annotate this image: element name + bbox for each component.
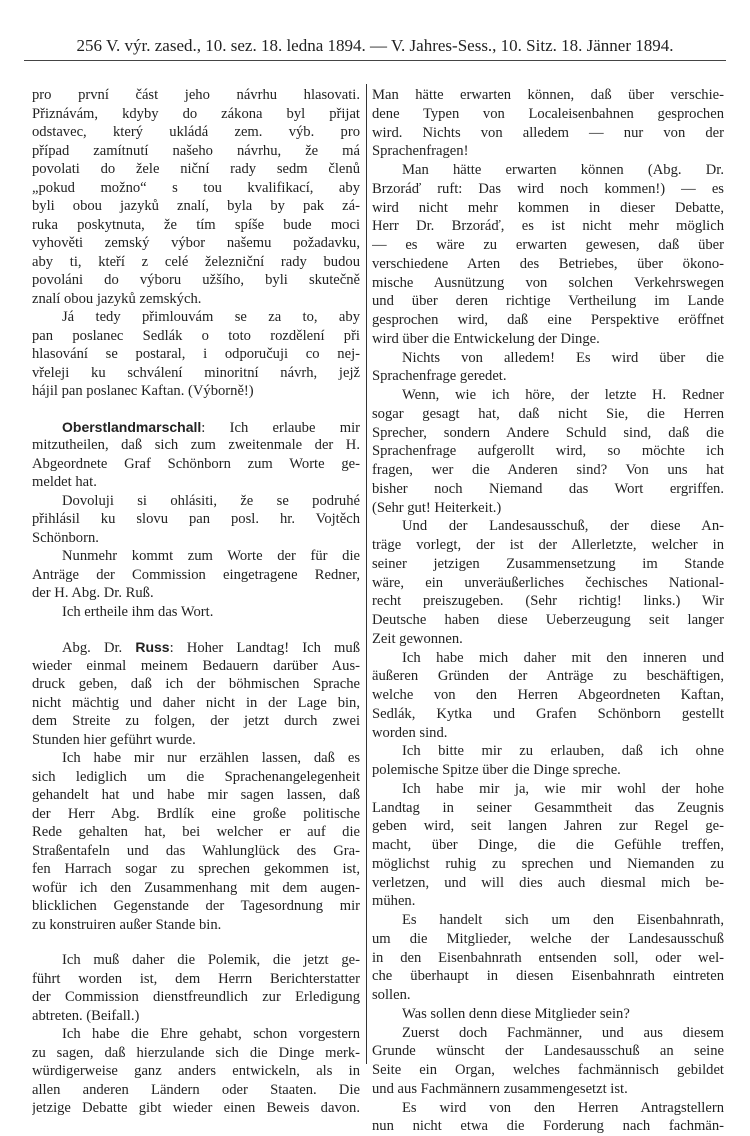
text-line: povolati do žele niční rady sedm členů [32, 160, 360, 179]
text-line: möglichst ruhig zu sprechen und Niemanden zu [372, 855, 724, 874]
text-line: Nunmehr kommt zum Worte der für die [32, 547, 360, 566]
text-line: fragen, wer die Anderen sind? Von uns hat [372, 461, 724, 480]
text-line: Sprachenfrage geredet. [372, 367, 724, 386]
text-line: allen anderen Ländern oder Staaten. Die [32, 1081, 360, 1100]
paragraph [32, 603, 360, 622]
text-line: Man hätte erwarten können (Abg. Dr. [372, 161, 724, 180]
text-line: abtreten. (Beifall.) [32, 1007, 360, 1026]
text-line: Es handelt sich um den Eisenbahnrath, [372, 911, 724, 930]
text-line: Schönborn. [32, 529, 360, 548]
text-line: zu sagen, daß hierzulande sich die Dinge merk- [32, 1044, 360, 1063]
left-column-czech-german [32, 86, 360, 1118]
text-line: der Herr Abg. Brdlík eine große politische [32, 805, 360, 824]
text-line: mühen. [372, 892, 724, 911]
text-line: dene Typen von Localeisenbahnen gesprochen [372, 105, 724, 124]
right-column-german [372, 86, 724, 1136]
text-line: jetzige Debatte gibt wieder einen Beweis davon. [32, 1099, 360, 1118]
text-line: Ich habe mich daher mit den inneren und [372, 649, 724, 668]
text-line: macht, über Dinge, die die Gefühle treffen, [372, 836, 724, 855]
text-line: Straßentafeln und das Wahlunglück des Gra- [32, 842, 360, 861]
line-text: : Hoher Landtag! Ich muß [170, 640, 360, 656]
text-line: fen Harrach sogar zu sprechen gekommen ist, [32, 860, 360, 879]
speaker-title: Abg. Dr. [62, 640, 135, 656]
line-text: : Ich erlaube mir [201, 420, 360, 436]
speaker-paragraph [32, 638, 360, 749]
paragraph [372, 1099, 724, 1136]
text-line: Seite ein Organ, welches fachmännisch gebildet [372, 1061, 724, 1080]
text-line: welche von den Herren Abgeordneten Kaftan, [372, 686, 724, 705]
text-line: träge vorlegt, der ist der Allerletzte, welcher in [372, 536, 724, 555]
paragraph [372, 649, 724, 743]
text-line: Ich habe die Ehre gehabt, schon vorgestern [32, 1025, 360, 1044]
text-line: nun nicht etwa die Forderung nach fachmän- [372, 1117, 724, 1136]
text-line: seiner jetzigen Zusammensetzung im Stande [372, 555, 724, 574]
text-line: meldet hat. [32, 473, 360, 492]
text-line: sogar gesagt hat, daß nicht Sie, die Herren [372, 405, 724, 424]
text-line: der H. Abg. Dr. Ruß. [32, 584, 360, 603]
text-line: mische Ausnützung von solchen Verkehrswegen [372, 274, 724, 293]
text-line: Herr Dr. Brzoráď, es ist nicht mehr möglich [372, 217, 724, 236]
text-line: wofür ich den Zusammenhang mit dem augen- [32, 879, 360, 898]
paragraph [32, 951, 360, 1025]
paragraph [372, 742, 724, 780]
speaker-paragraph [32, 418, 360, 492]
text-line: wird über die Entwickelung der Dinge. [372, 330, 724, 349]
text-line: Ich bitte mir zu erlauben, daß ich ohne [372, 742, 724, 761]
text-line: Ich habe mir nur erzählen lassen, daß es [32, 749, 360, 768]
text-line: sich lediglich um die Sprachenangelegenheit [32, 768, 360, 787]
paragraph [32, 547, 360, 603]
paragraph [32, 308, 360, 401]
paragraph [372, 386, 724, 517]
paragraph [372, 780, 724, 911]
text-line: případ zamítnutí našeho návrhu, že má [32, 142, 360, 161]
paragraph [32, 86, 360, 308]
text-line: Abgeordnete Graf Schönborn zum Worte ge- [32, 455, 360, 474]
text-line: vyhověti zemský výbor našemu požadavku, [32, 234, 360, 253]
text-line: um die Mitglieder, welche der Landesausschuß [372, 930, 724, 949]
text-line: — es wäre zu erwarten gewesen, daß über [372, 236, 724, 255]
text-line: pan poslanec Sedlák o toto rozdělení při [32, 327, 360, 346]
text-line: Přiznávám, kdyby do zákona byl přijat [32, 105, 360, 124]
text-line: wäre, ein unveräußerliches čechisches National- [372, 574, 724, 593]
text-line: Sedlák, Kytka und Grafen Schönborn gestellt [372, 705, 724, 724]
paragraph [372, 86, 724, 161]
text-line: nicht mächtig und daher nicht in der Lage bin, [32, 694, 360, 713]
text-line: der Commission dienstfreundlich zur Erledigung [32, 988, 360, 1007]
text-line: polemische Spitze über die Dinge spreche. [372, 761, 724, 780]
text-line: Anträge der Commission eingetragene Redner, [32, 566, 360, 585]
text-line: Nichts von alledem! Es wird über die [372, 349, 724, 368]
text-line: recht preiszugeben. (Sehr richtig! links.) Wir [372, 592, 724, 611]
text-line: Sprachenfrage aufgerollt wird, so möchte ich [372, 442, 724, 461]
text-line: gesprochen wird, daß eine Perspektive eröffnet [372, 311, 724, 330]
text-line: zu konstruiren außer Stande bin. [32, 916, 360, 935]
text-line: (Sehr gut! Heiterkeit.) [372, 499, 724, 518]
text-line: Landtag in seiner Gesammtheit das Zeugnis [372, 799, 724, 818]
text-line: in den Eisenbahnrath entsenden soll, oder wel- [372, 949, 724, 968]
text-line: gehandelt hat und habe mir sagen lassen, daß [32, 786, 360, 805]
paragraph [372, 1005, 724, 1024]
text-line: führt worden ist, dem Herrn Berichterstatter [32, 970, 360, 989]
paragraph [32, 1025, 360, 1118]
text-line: znalí obou jazyků zemských. [32, 290, 360, 309]
page-header: 256 V. výr. zased., 10. sez. 18. ledna 1894. — V. Jahres-Sess., 10. Sitz. 18. Jänner 1894. [24, 36, 726, 61]
text-line: hlasování se postaral, i odporučuji co nej- [32, 345, 360, 364]
paragraph [372, 349, 724, 387]
text-line: Ich habe mir ja, wie mir wohl der hohe [372, 780, 724, 799]
text-line: Sprecher, sondern Andere Schuld sind, daß die [372, 424, 724, 443]
text-line: odstavec, který ukládá zem. výb. pro [32, 123, 360, 142]
text-line: Já tedy přimlouvám se za to, aby [32, 308, 360, 327]
text-section [372, 86, 724, 1136]
text-line: vřeleji ku schválení minoritní návrh, jejž [32, 364, 360, 383]
text-line: dem Streite zu folgen, der jetzt durch zwei [32, 712, 360, 731]
text-line: Wenn, wie ich höre, der letzte H. Redner [372, 386, 724, 405]
text-line: würdigerweise ganz anders entwickeln, als in [32, 1062, 360, 1081]
text-line: Es wird von den Herren Antragstellern [372, 1099, 724, 1118]
text-line: Man hätte erwarten können, daß über verschie- [372, 86, 724, 105]
text-line [32, 638, 360, 657]
text-line: bisher noch Niemand das Wort ergriffen. [372, 480, 724, 499]
text-line: geben wird, seit langen Jahren zur Regel ge- [372, 817, 724, 836]
text-section [32, 638, 360, 934]
text-line: und über deren richtige Vertheilung im Lande [372, 292, 724, 311]
text-line: Zeit gewonnen. [372, 630, 724, 649]
text-line: Ich muß daher die Polemik, die jetzt ge- [32, 951, 360, 970]
text-line: ruka poskytnuta, že tím spíše bude moci [32, 216, 360, 235]
speaker-name: Oberstlandmarschall [62, 419, 201, 435]
text-line: Brzoráď ruft: Das wird noch kommen!) — es [372, 180, 724, 199]
paragraph [372, 1024, 724, 1099]
text-line: Rede gehalten hat, bei welcher er auf die [32, 823, 360, 842]
text-line: Und der Landesausschuß, der diese An- [372, 517, 724, 536]
paragraph [32, 749, 360, 934]
text-line: und aus Fachmännern zusammengesetzt ist. [372, 1080, 724, 1099]
text-line: wieder einmal meinem Bedauern darüber Aus- [32, 657, 360, 676]
text-line: wird. Nichts von alledem — nur von der [372, 124, 724, 143]
paragraph [32, 492, 360, 548]
text-section [32, 951, 360, 1118]
text-line: che überhaupt in diesen Eisenbahnrath eintreten [372, 967, 724, 986]
text-line: Zuerst doch Fachmänner, und aus diesem [372, 1024, 724, 1043]
text-line: přihlásil ku slovu pan posl. hr. Vojtěch [32, 510, 360, 529]
text-line: verschiedene Arten des Betriebes, über ökono- [372, 255, 724, 274]
text-line: blicklichen Gegenstande der Tagesordnung mir [32, 897, 360, 916]
text-line: druck geben, daß ich der böhmischen Sprache [32, 675, 360, 694]
text-line: Deutsche haben diese Ueberzeugung seit langer [372, 611, 724, 630]
text-line: sollen. [372, 986, 724, 1005]
text-line: worden sind. [372, 724, 724, 743]
text-line: verletzen, und will dies auch diesmal mich be- [372, 874, 724, 893]
speaker-name: Russ [135, 639, 169, 655]
text-line: Sprachenfragen! [372, 142, 724, 161]
text-section [32, 418, 360, 622]
text-line: wird nicht mehr kommen in dieser Debatte, [372, 199, 724, 218]
text-section [32, 86, 360, 401]
text-line: aby ti, kteří z celé železniční rady budou [32, 253, 360, 272]
text-line: Grunde wünscht der Landesausschuß an seine [372, 1042, 724, 1061]
text-line: mitzutheilen, daß sich zum zweitenmale der H. [32, 436, 360, 455]
text-line: Was sollen denn diese Mitglieder sein? [372, 1005, 724, 1024]
column-divider [366, 84, 367, 1064]
text-line: pro první část jeho návrhu hlasovati. [32, 86, 360, 105]
paragraph [372, 911, 724, 1005]
paragraph [372, 161, 724, 349]
text-line: „pokud možno“ s tou kvalifikací, aby [32, 179, 360, 198]
text-line: Dovoluji si ohlásiti, že se podruhé [32, 492, 360, 511]
text-line [32, 418, 360, 437]
text-line: hájil pan poslanec Kaftan. (Výborně!) [32, 382, 360, 401]
text-line: povoláni do výboru užšího, byli skutečně [32, 271, 360, 290]
text-line: Stunden hier geführt wurde. [32, 731, 360, 750]
text-line: byli obou jazyků znalí, byla by pak zá- [32, 197, 360, 216]
paragraph [372, 517, 724, 648]
text-line: äußeren Gründen der Anträge zu beschäftigen, [372, 667, 724, 686]
text-line: Ich ertheile ihm das Wort. [32, 603, 360, 622]
